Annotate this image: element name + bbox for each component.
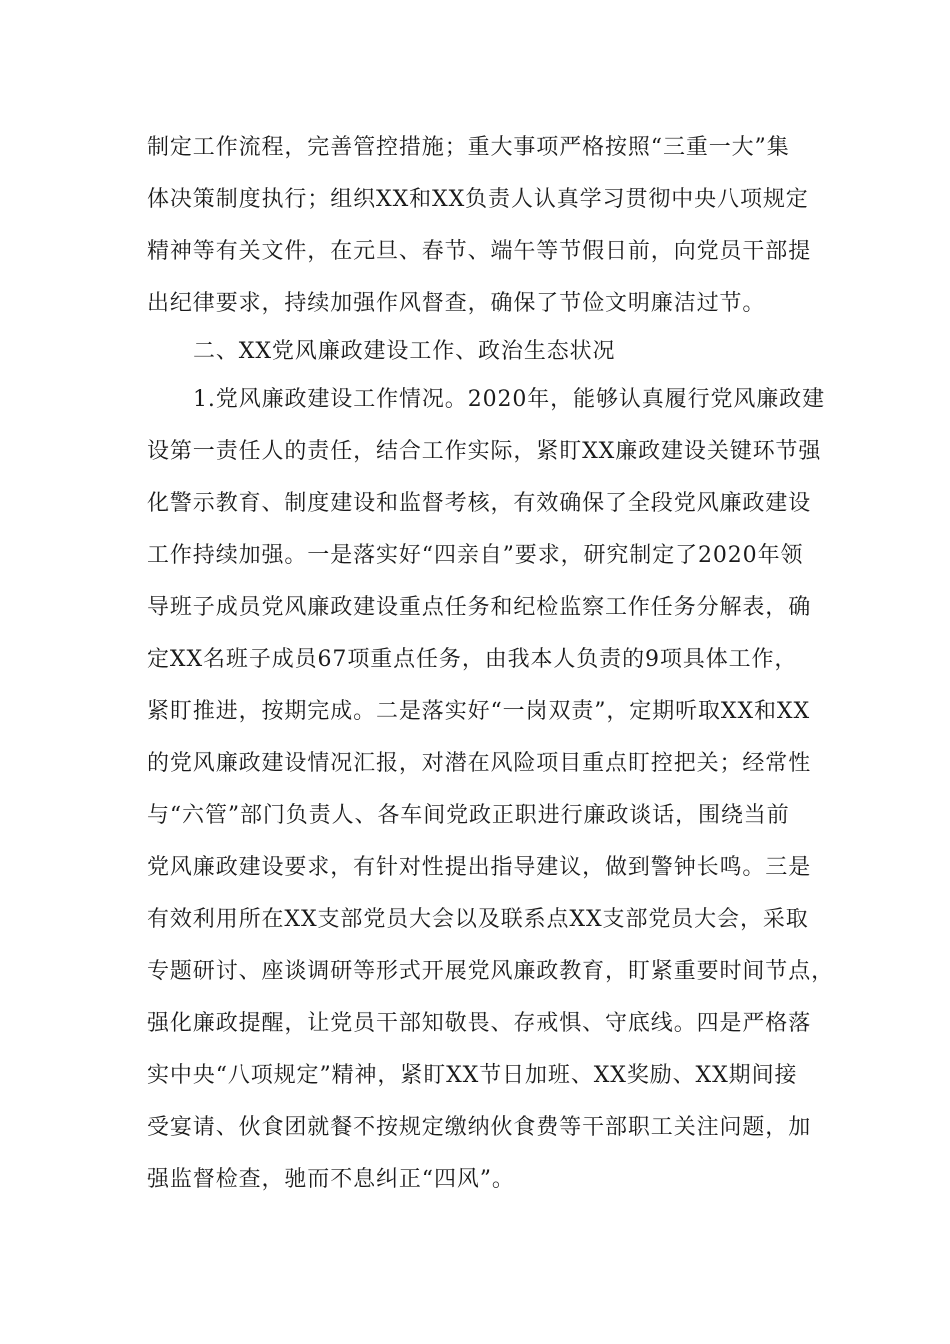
text-line: 强化廉政提醒，让党员干部知敬畏、存戒惧、守底线。四是严格落 [147,1011,812,1036]
text-line: 的党风廉政建设情况汇报，对潜在风险项目重点盯控把关；经常性 [147,751,812,776]
text-line: 1.党风廉政建设工作情况。2020年，能够认真履行党风廉政建 [193,387,825,412]
text-line: 导班子成员党风廉政建设重点任务和纪检监察工作任务分解表，确 [147,595,812,620]
text-line: 强监督检查，驰而不息纠正“四风”。 [147,1167,515,1192]
text-line: 紧盯推进，按期完成。二是落实好“一岗双责”，定期听取XX和XX [147,699,811,724]
text-line: 设第一责任人的责任，结合工作实际，紧盯XX廉政建设关键环节强 [147,439,822,464]
text-line: 体决策制度执行；组织XX和XX负责人认真学习贯彻中央八项规定 [147,187,809,212]
text-line: 工作持续加强。一是落实好“四亲自”要求，研究制定了2020年领 [147,543,804,568]
text-line: 定XX名班子成员67项重点任务，由我本人负责的9项具体工作， [147,647,798,672]
text-line: 制定工作流程，完善管控措施；重大事项严格按照“三重一大”集 [147,135,790,160]
text-line: 实中央“八项规定”精神，紧盯XX节日加班、XX奖励、XX期间接 [147,1063,798,1088]
text-line: 专题研讨、座谈调研等形式开展党风廉政教育，盯紧重要时间节点， [147,959,835,984]
text-line: 党风廉政建设要求，有针对性提出指导建议，做到警钟长鸣。三是 [147,855,812,880]
section-heading: 二、XX党风廉政建设工作、政治生态状况 [193,339,616,364]
text-line: 受宴请、伙食团就餐不按规定缴纳伙食费等干部职工关注问题，加 [147,1115,812,1140]
text-line: 出纪律要求，持续加强作风督查，确保了节俭文明廉洁过节。 [147,291,766,316]
text-line: 有效利用所在XX支部党员大会以及联系点XX支部党员大会，采取 [147,907,809,932]
text-line: 与“六管”部门负责人、各车间党政正职进行廉政谈话，围绕当前 [147,803,790,828]
text-line: 化警示教育、制度建设和监督考核，有效确保了全段党风廉政建设 [147,491,812,516]
text-line: 精神等有关文件，在元旦、春节、端午等节假日前，向党员干部提 [147,239,812,264]
